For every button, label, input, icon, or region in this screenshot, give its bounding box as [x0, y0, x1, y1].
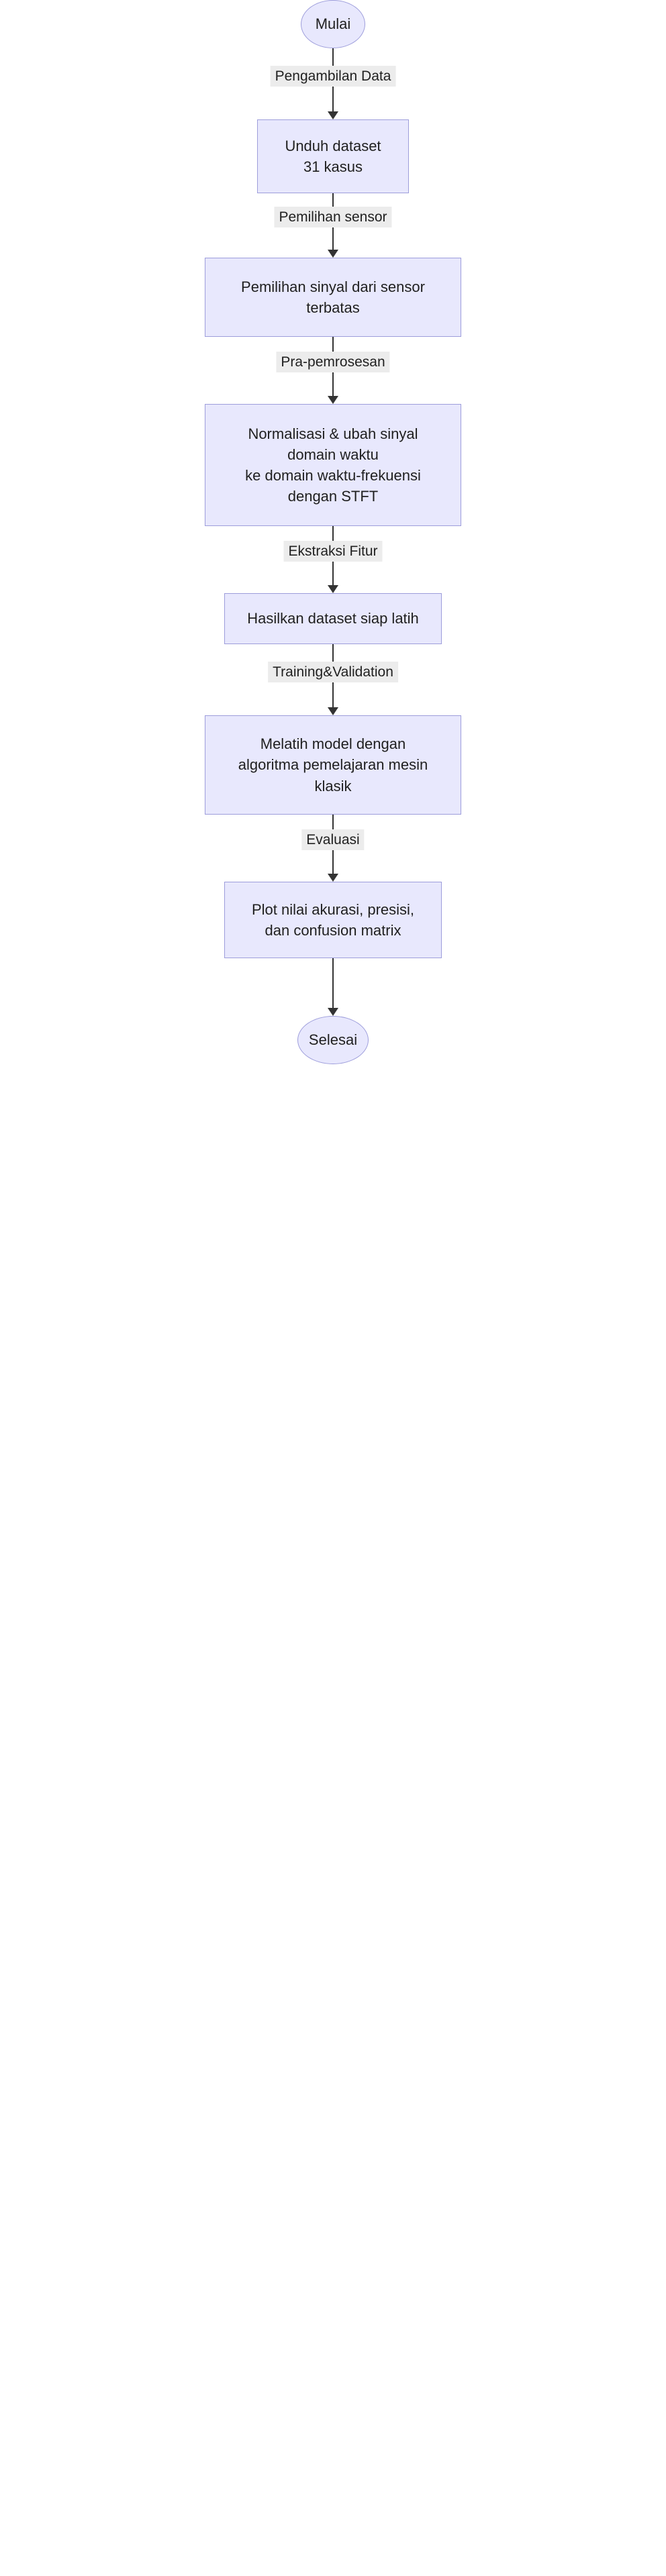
node-download-dataset-line-1: Unduh dataset — [285, 137, 381, 154]
node-preprocessing-line-1: Normalisasi & ubah sinyal — [248, 425, 418, 442]
edge-download-to-sensor — [279, 193, 387, 258]
node-preprocessing — [205, 404, 461, 526]
node-train-model-line-2: algoritma pemelajaran mesin — [238, 756, 428, 774]
node-sensor-selection — [205, 258, 461, 337]
arrow-icon — [328, 707, 338, 715]
node-plot-metrics-line-2: dan confusion matrix — [265, 922, 401, 939]
edge-dataset-to-train — [273, 644, 393, 715]
edge-plot-to-end — [332, 958, 334, 1016]
node-sensor-selection-line-2: terbatas — [306, 299, 360, 316]
node-start — [301, 0, 365, 48]
node-preprocessing-line-4: dengan STFT — [287, 488, 379, 505]
node-plot-metrics-line-1: Plot nilai akurasi, presisi, — [251, 900, 415, 918]
edge-label-training-validation: Training&Validation — [268, 662, 398, 682]
edge-train-to-plot — [306, 815, 360, 882]
node-start-line-1: Mulai — [315, 15, 351, 33]
edge-sensor-to-preprocess — [281, 337, 385, 404]
arrow-icon — [328, 585, 338, 593]
arrow-icon — [328, 874, 338, 882]
edge-label-ekstraksi-fitur: Ekstraksi Fitur — [283, 541, 382, 562]
node-train-model — [205, 715, 461, 815]
arrow-icon — [328, 396, 338, 404]
node-plot-metrics — [224, 882, 442, 958]
node-preprocessing-line-2: domain waktu — [287, 446, 379, 463]
node-preprocessing-line-3: ke domain waktu-frekuensi — [245, 467, 421, 484]
node-end-line-1: Selesai — [308, 1031, 358, 1049]
arrow-icon — [328, 1008, 338, 1016]
node-train-model-line-1: Melatih model dengan — [260, 735, 406, 753]
edge-preprocess-to-dataset — [288, 526, 378, 593]
edge-label-evaluasi: Evaluasi — [301, 829, 364, 850]
arrow-icon — [328, 250, 338, 258]
node-download-dataset-line-2: 31 kasus — [303, 158, 363, 175]
edge-label-pra-pemrosesan: Pra-pemrosesan — [276, 352, 389, 372]
edge-label-pemilihan-sensor: Pemilihan sensor — [274, 207, 391, 227]
node-end — [297, 1016, 369, 1064]
edge-label-pengambilan-data: Pengambilan Data — [271, 66, 396, 87]
arrow-icon — [328, 111, 338, 119]
node-download-dataset — [257, 119, 409, 193]
node-dataset-ready-line-1: Hasilkan dataset siap latih — [247, 610, 419, 627]
edge-start-to-download — [275, 48, 391, 119]
node-sensor-selection-line-1: Pemilihan sinyal dari sensor — [241, 278, 425, 295]
node-train-model-line-3: klasik — [314, 777, 352, 794]
edge-line — [332, 958, 334, 1009]
node-dataset-ready — [224, 593, 442, 644]
